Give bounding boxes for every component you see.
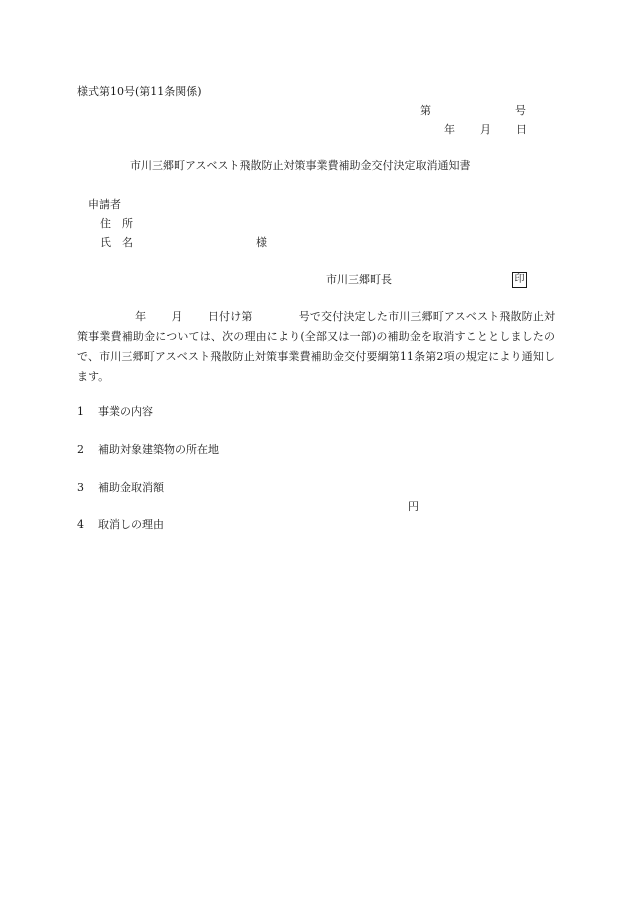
- amount-unit: 円: [408, 500, 419, 513]
- applicant-heading: 申請者: [88, 198, 121, 211]
- item-number: 4: [77, 518, 84, 531]
- date-month: 月: [480, 123, 491, 136]
- body-text: 号で交付決定した市川三郷町アスベスト飛散防止対策事業費補助金については、次の理由により(全部又は一部)の補助金を取消すこととしましたので、市川三郷町アスベスト飛散防止対策事業費補助金交付要綱第11条第2項の規定により通知します。: [77, 310, 556, 383]
- doc-number-prefix: 第: [420, 104, 431, 117]
- item-3: [77, 480, 164, 496]
- item-number: 3: [77, 481, 84, 494]
- seal-mark: 印: [512, 272, 527, 288]
- item-label: 取消しの理由: [98, 518, 164, 531]
- body-day-ref: 日付け第: [207, 310, 253, 323]
- doc-number-suffix: 号: [515, 104, 526, 117]
- notice-body: [77, 307, 555, 387]
- form-number: 様式第10号(第11条関係): [77, 85, 202, 98]
- item-number: 2: [77, 443, 84, 456]
- honorific: 様: [256, 236, 267, 249]
- address-label: 住 所: [100, 217, 133, 230]
- item-2: [77, 442, 219, 458]
- item-label: 補助対象建築物の所在地: [98, 443, 219, 456]
- item-number: 1: [77, 405, 84, 418]
- item-label: 事業の内容: [98, 405, 153, 418]
- document-title: 市川三郷町アスベスト飛散防止対策事業費補助金交付決定取消通知書: [130, 159, 471, 172]
- body-month: 月: [171, 310, 183, 323]
- body-year: 年: [135, 310, 147, 323]
- item-4: [77, 517, 164, 533]
- date-year: 年: [444, 123, 455, 136]
- item-1: [77, 404, 153, 420]
- date-day: 日: [516, 123, 527, 136]
- item-label: 補助金取消額: [98, 481, 164, 494]
- issuer-name: 市川三郷町長: [326, 273, 392, 286]
- name-label: 氏 名: [100, 236, 133, 249]
